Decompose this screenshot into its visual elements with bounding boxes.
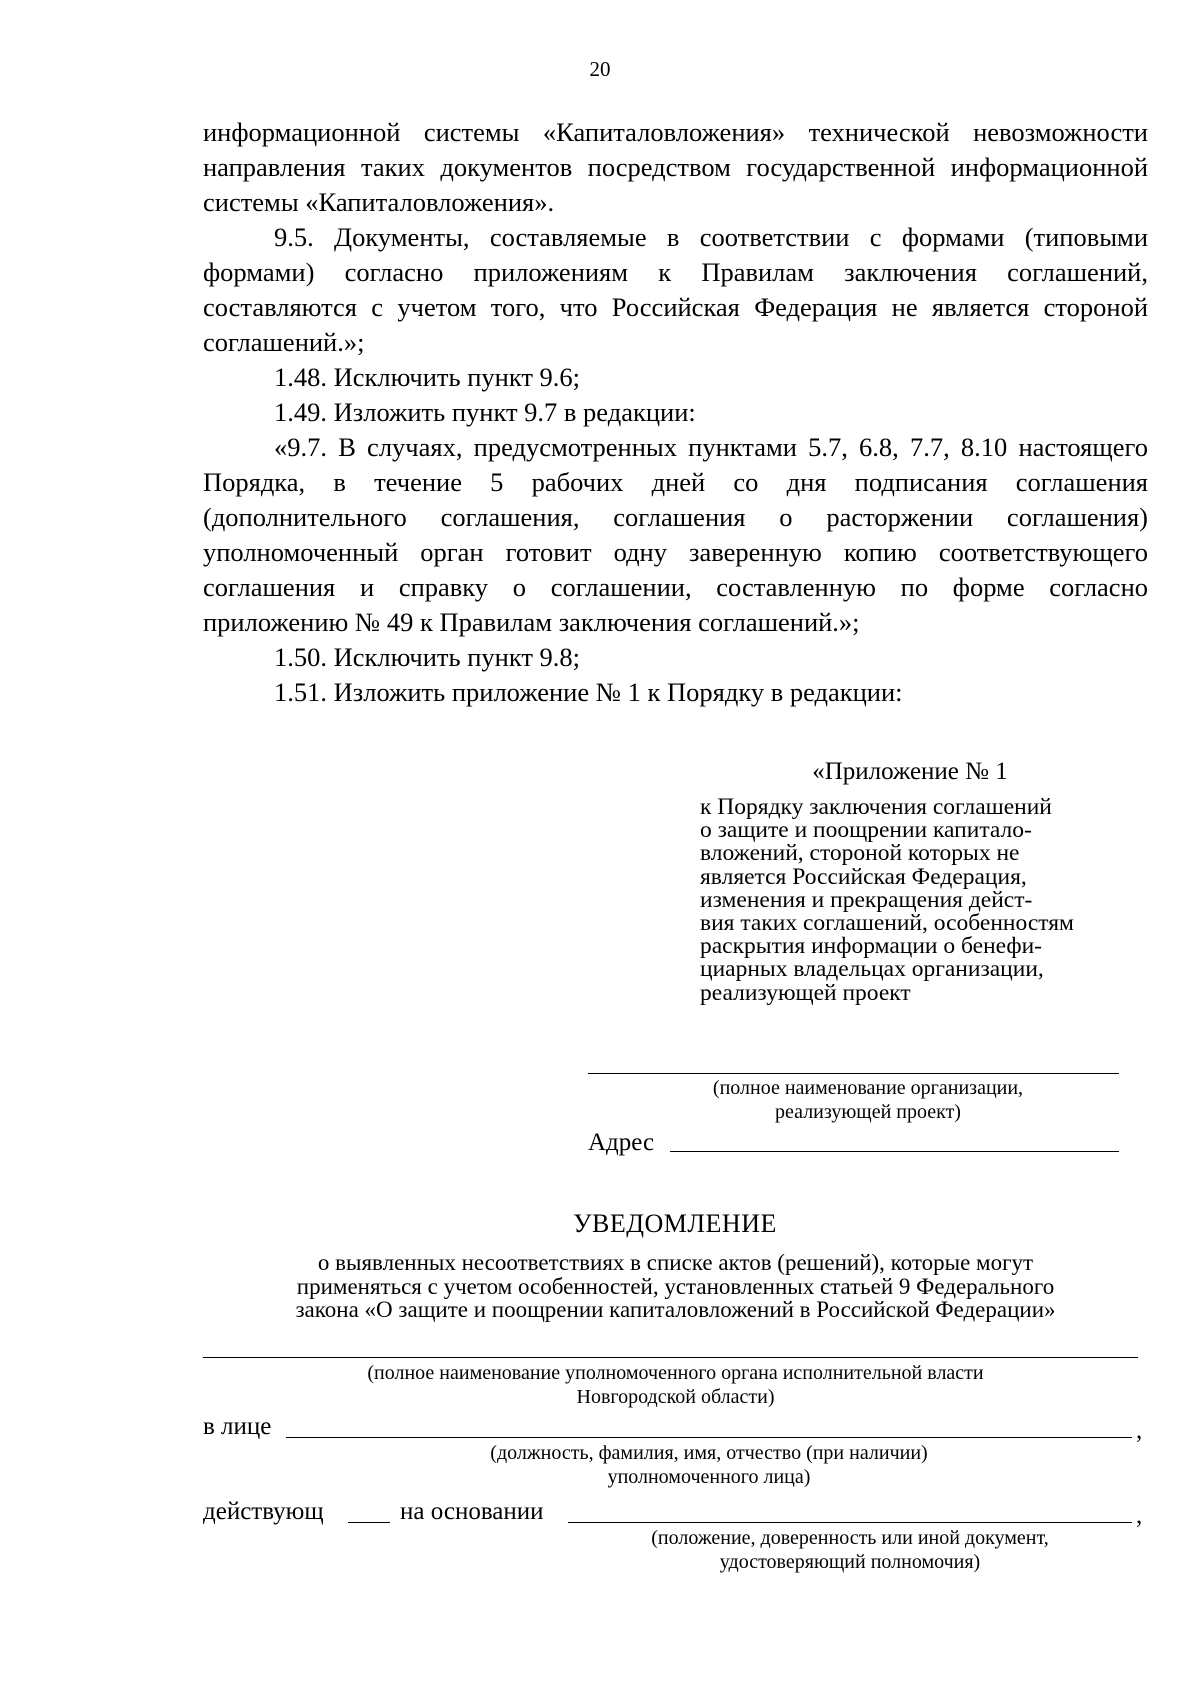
person-line	[286, 1437, 1132, 1438]
acting-ending-line	[348, 1522, 390, 1523]
paragraph: информационной системы «Капиталовложения» технической невозможности направления таких документов посредством государственной информационной системы «Капиталовложения».	[203, 117, 1148, 217]
appendix-line: о защите и поощрении капитало-	[700, 817, 1032, 844]
appendix-title: «Приложение № 1	[812, 758, 1008, 785]
organization-name-line	[588, 1073, 1119, 1074]
authority-name-line	[203, 1357, 1138, 1358]
basis-line	[568, 1522, 1132, 1523]
paragraph: 1.48. Исключить пункт 9.6;	[274, 362, 581, 392]
body-text	[203, 115, 1148, 710]
paragraph: 1.49. Изложить пункт 9.7 в редакции:	[274, 397, 696, 427]
comma: ,	[1136, 1502, 1143, 1529]
notice-subtitle: о выявленных несоответствиях в списке актов (решений), которые могут применяться с учетом особенностей, установленных статьей 9 Федерального закона «О защите и поощрении капиталовложений в Российской Федерации»	[295, 1250, 1056, 1322]
comma: ,	[1136, 1417, 1143, 1444]
basis-label: на основании	[400, 1498, 544, 1525]
appendix-description	[700, 796, 1130, 1005]
paragraph: 1.51. Изложить приложение № 1 к Порядку в редакции:	[274, 677, 903, 707]
appendix-line: к Порядку заключения соглашений	[700, 794, 1052, 820]
notice-title: УВЕДОМЛЕНИЕ	[573, 1209, 777, 1238]
address-label: Адрес	[588, 1129, 655, 1156]
appendix-line: раскрытия информации о бенефи-	[700, 933, 1042, 960]
appendix-line: является Российская Федерация,	[700, 863, 1027, 890]
appendix-line: изменения и прекращения дейст-	[700, 886, 1033, 913]
appendix-line: циарных владельцах организации,	[700, 956, 1044, 983]
page-number: 20	[589, 57, 611, 81]
person-caption: (должность, фамилия, имя, отчество (при наличии) уполномоченного лица)	[490, 1442, 928, 1488]
paragraph: 1.50. Исключить пункт 9.8;	[274, 642, 581, 672]
address-line	[670, 1151, 1119, 1152]
basis-caption: (положение, доверенность или иной документ, удостоверяющий полномочия)	[651, 1527, 1049, 1573]
organization-caption: (полное наименование организации, реализующей проект)	[712, 1077, 1024, 1123]
authority-caption: (полное наименование уполномоченного органа исполнительной власти Новгородской области)	[367, 1362, 984, 1408]
person-label: в лице	[203, 1413, 272, 1440]
appendix-line: вия таких соглашений, особенностям	[700, 910, 1074, 937]
paragraph: «9.7. В случаях, предусмотренных пунктами 5.7, 6.8, 7.7, 8.10 настоящего Порядка, в течение 5 рабочих дней со дня подписания соглашения (дополнительного соглашения, соглашения о расторжении соглашения) уполномоченный орган готовит одну заверенную копию соответствующего соглашения и справку о соглашении, составленную по форме согласно приложению № 49 к Правилам заключения соглашений.»;	[203, 432, 1148, 637]
appendix-line: реализующей проект	[700, 979, 911, 1006]
acting-label: действующ	[203, 1498, 324, 1525]
appendix-line: вложений, стороной которых не	[700, 840, 1020, 867]
paragraph: 9.5. Документы, составляемые в соответствии с формами (типовыми формами) согласно приложениям к Правилам заключения соглашений, составляются с учетом того, что Российская Федерация не является стороной соглашений.»;	[203, 222, 1148, 357]
